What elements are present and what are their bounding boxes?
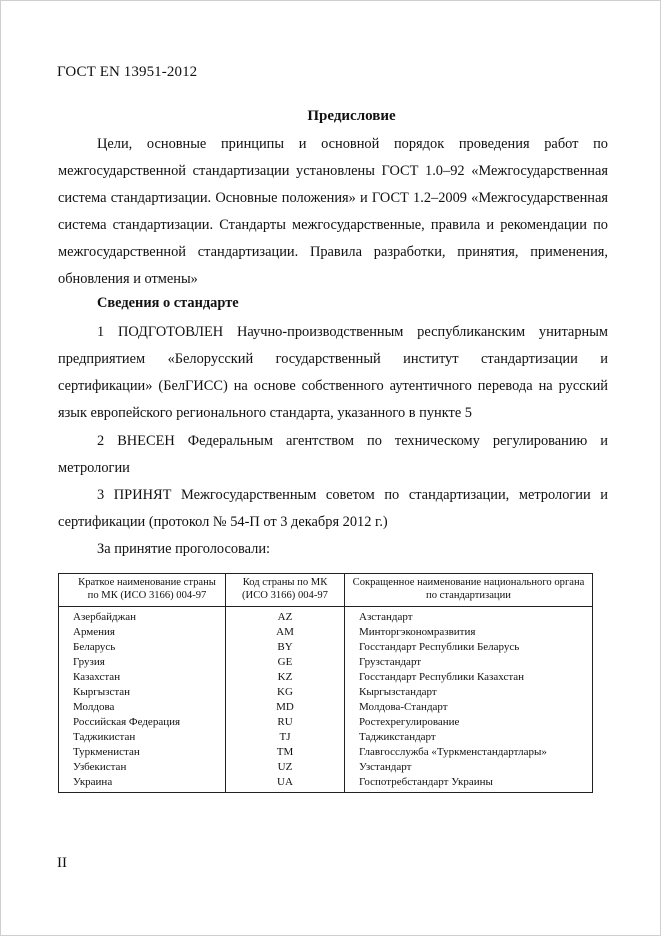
country-name: Туркменистан bbox=[59, 745, 226, 760]
standards-body: Госстандарт Республики Беларусь bbox=[345, 640, 593, 655]
standard-info-heading: Сведения о стандарте bbox=[97, 295, 239, 311]
country-name: Украина bbox=[59, 775, 226, 793]
page-number: II bbox=[57, 855, 67, 871]
country-name: Грузия bbox=[59, 655, 226, 670]
standards-body: Госстандарт Республики Казахстан bbox=[345, 670, 593, 685]
header-body: Сокращенное наименование национального органа по стандартизации bbox=[345, 574, 593, 607]
country-code: BY bbox=[226, 640, 345, 655]
table-row bbox=[59, 700, 593, 715]
table-row bbox=[59, 655, 593, 670]
country-code: TJ bbox=[226, 730, 345, 745]
country-name: Кыргызстан bbox=[59, 685, 226, 700]
document-id: ГОСТ EN 13951-2012 bbox=[57, 64, 198, 80]
standards-body: Грузстандарт bbox=[345, 655, 593, 670]
country-name: Беларусь bbox=[59, 640, 226, 655]
item-prepared: 1 ПОДГОТОВЛЕН Научно-производственным республиканским унитарным предприятием «Белорусский государственный институт стандартизации и сертификации» (БелГИСС) на основе собственного аутентичного перевода на русский язык европейского регионального стандарта, указанного в пункте 5 bbox=[58, 324, 608, 421]
country-code: AZ bbox=[226, 607, 345, 626]
standards-body: Ростехрегулирование bbox=[345, 715, 593, 730]
country-code: KZ bbox=[226, 670, 345, 685]
item-introduced: 2 ВНЕСЕН Федеральным агентством по техническому регулированию и метрологии bbox=[58, 433, 608, 476]
voting-table bbox=[58, 573, 593, 793]
table-row bbox=[59, 670, 593, 685]
country-name: Молдова bbox=[59, 700, 226, 715]
country-name: Таджикистан bbox=[59, 730, 226, 745]
country-name: Казахстан bbox=[59, 670, 226, 685]
table-row bbox=[59, 607, 593, 626]
standards-body: Азстандарт bbox=[345, 607, 593, 626]
table-row bbox=[59, 685, 593, 700]
table-row bbox=[59, 625, 593, 640]
table-row bbox=[59, 730, 593, 745]
table-row bbox=[59, 745, 593, 760]
standards-body: Таджикстандарт bbox=[345, 730, 593, 745]
foreword-heading: Предисловие bbox=[307, 108, 396, 124]
country-code: GE bbox=[226, 655, 345, 670]
country-code: KG bbox=[226, 685, 345, 700]
table-row bbox=[59, 640, 593, 655]
standards-body: Кыргызстандарт bbox=[345, 685, 593, 700]
standards-body: Главгосслужба «Туркменстандартлары» bbox=[345, 745, 593, 760]
table-header-row bbox=[59, 574, 593, 607]
country-name: Азербайджан bbox=[59, 607, 226, 626]
country-name: Узбекистан bbox=[59, 760, 226, 775]
country-code: UA bbox=[226, 775, 345, 793]
voted-intro: За принятие проголосовали: bbox=[97, 541, 271, 557]
table-row bbox=[59, 760, 593, 775]
header-code: Код страны по МК (ИСО 3166) 004-97 bbox=[226, 574, 345, 607]
table-row bbox=[59, 775, 593, 793]
country-code: AM bbox=[226, 625, 345, 640]
standards-body: Молдова-Стандарт bbox=[345, 700, 593, 715]
country-name: Российская Федерация bbox=[59, 715, 226, 730]
country-code: TM bbox=[226, 745, 345, 760]
country-code: UZ bbox=[226, 760, 345, 775]
country-code: MD bbox=[226, 700, 345, 715]
standards-body: Минторгэкономразвития bbox=[345, 625, 593, 640]
foreword-paragraph: Цели, основные принципы и основной порядок проведения работ по межгосударственной стандартизации установлены ГОСТ 1.0–92 «Межгосударственная система стандартизации. Основные положения» и ГОСТ 1.2–2009 «Межгосударственная система стандартизации. Стандарты межгосударственные, правила и рекомендации по межгосударственной стандартизации. Правила разработки, принятия, применения, обновления и отмены» bbox=[58, 136, 608, 287]
country-name: Армения bbox=[59, 625, 226, 640]
country-code: RU bbox=[226, 715, 345, 730]
table-row bbox=[59, 715, 593, 730]
standards-body: Госпотребстандарт Украины bbox=[345, 775, 593, 793]
header-country: Краткое наименование страны по МК (ИСО 3166) 004-97 bbox=[59, 574, 226, 607]
standards-body: Узстандарт bbox=[345, 760, 593, 775]
item-adopted: 3 ПРИНЯТ Межгосударственным советом по стандартизации, метрологии и сертификации (протокол № 54-П от 3 декабря 2012 г.) bbox=[58, 487, 608, 530]
